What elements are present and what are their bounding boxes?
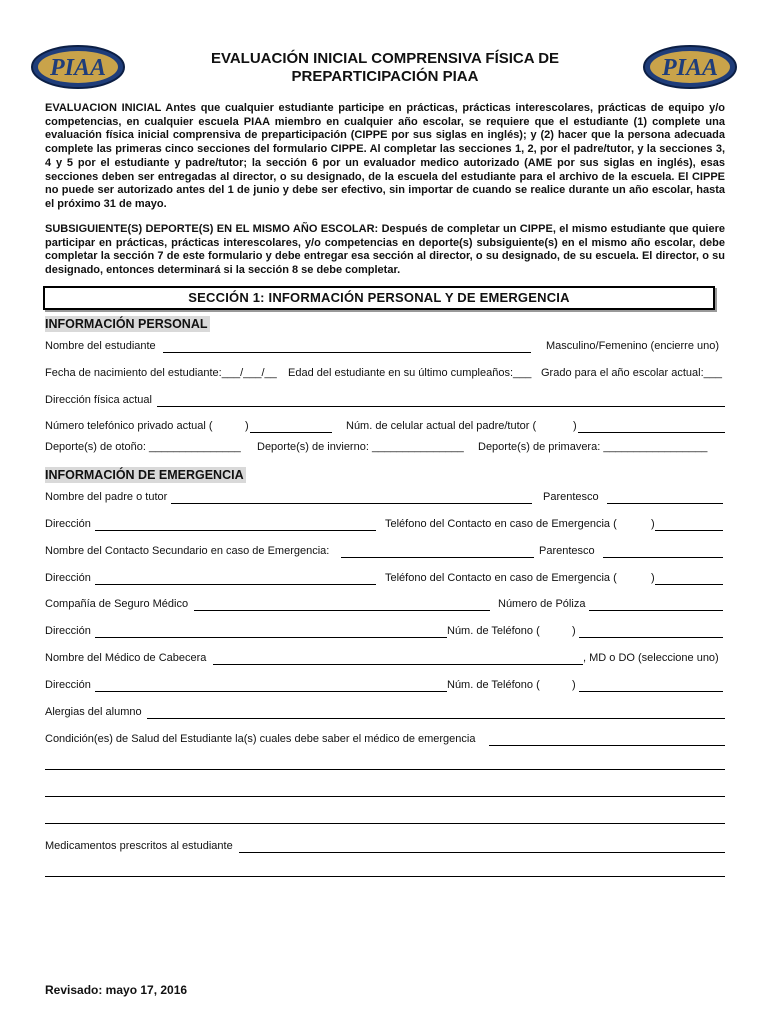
emergency-phone-label: Teléfono del Contacto en caso de Emergencia ( bbox=[385, 572, 617, 584]
intro-paragraph-1: EVALUACION INICIAL Antes que cualquier estudiante participe en prácticas, prácticas interescolares, prácticas de equipo y/o competencias, en cualquier escuela PIAA miembro en cualquier año escolar, se requiere que el estudiante (1) complete una evaluación física inicial comprensiva de preparticipación (CIPPE por sus siglas en inglés); y (2) hacer que la persona adecuada complete las primeras cinco secciones del formulario CIPPE. Al completar las secciones 1, 2, por el padre/tutor, y la secciones 3, 4 y 5 por el estudiante y padre/tutor; la sección 6 por un evaluador medico autorizado (AME por sus siglas en inglés), esas secciones deben ser entregadas al director, o su designado, de la escuela del estudiante para el archivo de la escuela. El CIPPE no puede ser autorizado antes del 1 de junio y debe ser efectivo, sin importar de cuando se realice durante un año escolar, hasta el próximo 31 de mayo. bbox=[45, 102, 725, 210]
phone-number-field[interactable] bbox=[579, 691, 723, 692]
policy-field[interactable] bbox=[589, 610, 723, 611]
close-paren: ) bbox=[651, 572, 655, 584]
home-phone-label: Número telefónico privado actual ( bbox=[45, 420, 213, 432]
logo-text: PIAA bbox=[49, 55, 107, 81]
address-field[interactable] bbox=[157, 406, 725, 407]
section-1-header bbox=[43, 286, 715, 310]
doctor-label: Nombre del Médico de Cabecera bbox=[45, 652, 207, 664]
personal-info-heading: INFORMACIÓN PERSONAL bbox=[45, 317, 208, 331]
secondary-contact-label: Nombre del Contacto Secundario en caso de Emergencia: bbox=[45, 545, 330, 557]
address-field[interactable] bbox=[95, 584, 376, 585]
student-name-field[interactable] bbox=[163, 352, 531, 353]
phone-row bbox=[45, 420, 725, 434]
address-label: Dirección física actual bbox=[45, 394, 152, 406]
title-line-2: PREPARTICIPACIÓN PIAA bbox=[291, 68, 479, 85]
gender-label[interactable]: Masculino/Femenino (encierre uno) bbox=[546, 340, 720, 352]
conditions-row bbox=[45, 733, 725, 747]
medications-row bbox=[45, 840, 725, 854]
insurance-field[interactable] bbox=[194, 610, 490, 611]
emergency-phone-field[interactable] bbox=[655, 530, 723, 531]
parent-cell-close: ) bbox=[573, 420, 577, 432]
insurance-row bbox=[45, 598, 725, 612]
phone-number-field[interactable] bbox=[579, 637, 723, 638]
allergies-label: Alergias del alumno bbox=[45, 706, 142, 718]
address-field[interactable] bbox=[95, 691, 447, 692]
doctor-address-row bbox=[45, 679, 725, 693]
parent-name-field[interactable] bbox=[171, 503, 532, 504]
address-label: Dirección bbox=[45, 518, 91, 530]
address-secondary-row bbox=[45, 572, 725, 586]
emergency-phone-label: Teléfono del Contacto en caso de Emergencia ( bbox=[385, 518, 617, 530]
address-label: Dirección bbox=[45, 625, 91, 637]
conditions-label: Condición(es) de Salud del Estudiante la(s) cuales debe saber el médico de emergencia bbox=[45, 733, 476, 745]
secondary-contact-row bbox=[45, 545, 725, 559]
logo-text: PIAA bbox=[661, 55, 719, 81]
secondary-contact-field[interactable] bbox=[341, 557, 534, 558]
birthdate-row bbox=[45, 367, 725, 381]
address-field[interactable] bbox=[95, 530, 376, 531]
address-field[interactable] bbox=[95, 637, 447, 638]
relationship-label: Parentesco bbox=[539, 545, 595, 557]
parent-name-label: Nombre del padre o tutor bbox=[45, 491, 168, 503]
emergency-phone-field[interactable] bbox=[655, 584, 723, 585]
winter-sports-label[interactable]: Deporte(s) de invierno: _______________ bbox=[257, 441, 464, 453]
conditions-line-4[interactable] bbox=[45, 823, 725, 824]
medications-line-2[interactable] bbox=[45, 876, 725, 877]
doctor-field[interactable] bbox=[213, 664, 583, 665]
close-paren: ) bbox=[572, 679, 576, 691]
policy-label: Número de Póliza bbox=[498, 598, 586, 610]
parent-cell-label: Núm. de celular actual del padre/tutor ( bbox=[346, 420, 537, 432]
emergency-info-heading: INFORMACIÓN DE EMERGENCIA bbox=[45, 468, 244, 482]
sports-row bbox=[45, 441, 725, 455]
insurance-address-row bbox=[45, 625, 725, 639]
relationship-field[interactable] bbox=[603, 557, 723, 558]
title-line-1: EVALUACIÓN INICIAL COMPRENSIVA FÍSICA DE bbox=[210, 50, 560, 67]
medications-label: Medicamentos prescritos al estudiante bbox=[45, 840, 233, 852]
conditions-line-2[interactable] bbox=[45, 769, 725, 770]
section-1-title: SECCIÓN 1: INFORMACIÓN PERSONAL Y DE EMERGENCIA bbox=[188, 290, 570, 305]
piaa-logo-left bbox=[30, 44, 126, 90]
student-name-row bbox=[45, 340, 725, 354]
piaa-logo-right bbox=[642, 44, 738, 90]
close-paren: ) bbox=[572, 625, 576, 637]
allergies-row bbox=[45, 706, 725, 720]
address-label: Dirección bbox=[45, 679, 91, 691]
student-name-label: Nombre del estudiante bbox=[45, 340, 156, 352]
home-phone-field[interactable] bbox=[250, 432, 332, 433]
spring-sports-label[interactable]: Deporte(s) de primavera: _________________ bbox=[478, 441, 708, 453]
age-label[interactable]: Edad del estudiante en su último cumpleaños:___ bbox=[288, 367, 532, 379]
phone-number-label: Núm. de Teléfono ( bbox=[447, 679, 540, 691]
conditions-field[interactable] bbox=[489, 745, 725, 746]
close-paren: ) bbox=[651, 518, 655, 530]
parent-cell-field[interactable] bbox=[578, 432, 725, 433]
address-row bbox=[45, 394, 725, 408]
medications-field[interactable] bbox=[239, 852, 725, 853]
page-title bbox=[150, 50, 620, 86]
address-label: Dirección bbox=[45, 572, 91, 584]
allergies-field[interactable] bbox=[147, 718, 725, 719]
grade-label[interactable]: Grado para el año escolar actual:___ bbox=[541, 367, 723, 379]
conditions-line-3[interactable] bbox=[45, 796, 725, 797]
revised-date: Revisado: mayo 17, 2016 bbox=[45, 983, 188, 997]
phone-number-label: Núm. de Teléfono ( bbox=[447, 625, 540, 637]
fall-sports-label[interactable]: Deporte(s) de otoño: _______________ bbox=[45, 441, 241, 453]
intro-paragraph-2: SUBSIGUIENTE(S) DEPORTE(S) EN EL MISMO AÑO ESCOLAR: Después de completar un CIPPE, el mismo estudiante que quiere participar en prácticas, prácticas interescolares, y/o competencias en deporte(s) subsiguiente(s) en el mismo año escolar, debe completar la sección 7 de este formulario y debe entregar esa sección al director, o su designado, de su escuela. El director, o su designado, entonces determinará si la sección 8 se debe completar. bbox=[45, 223, 725, 277]
relationship-label: Parentesco bbox=[543, 491, 599, 503]
parent-name-row bbox=[45, 491, 725, 505]
relationship-field[interactable] bbox=[607, 503, 723, 504]
md-do-label[interactable]: , MD o DO (seleccione uno) bbox=[583, 652, 719, 664]
home-phone-close: ) bbox=[245, 420, 249, 432]
insurance-label: Compañía de Seguro Médico bbox=[45, 598, 189, 610]
doctor-row bbox=[45, 652, 725, 666]
birthdate-label[interactable]: Fecha de nacimiento del estudiante:___/___/__ bbox=[45, 367, 277, 379]
address-emergency-row bbox=[45, 518, 725, 532]
